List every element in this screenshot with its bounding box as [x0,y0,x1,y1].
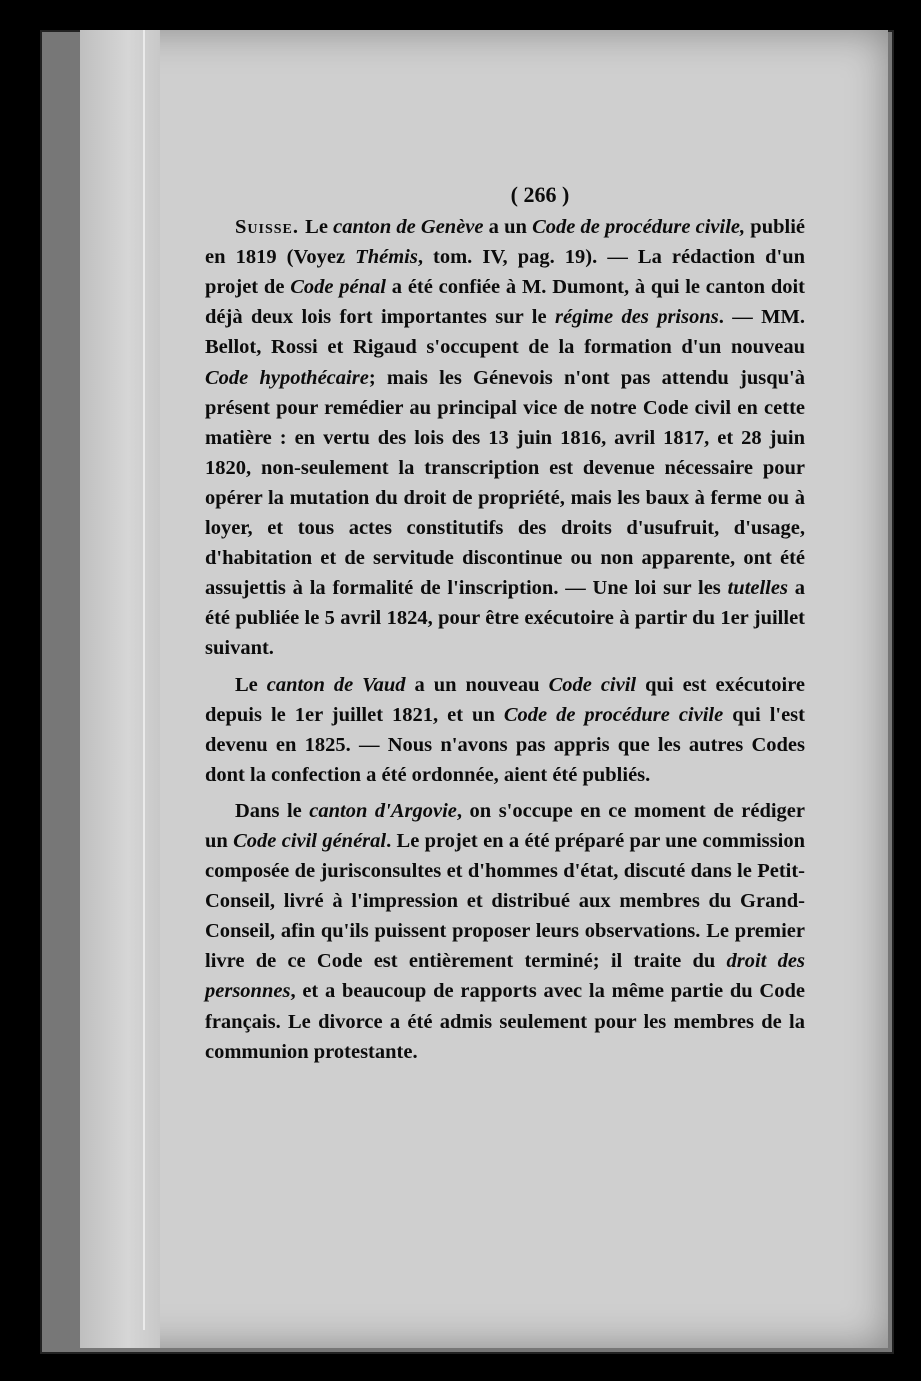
text-run: . Le projet en a été préparé par une commission composée de jurisconsultes et d'hommes d'état, discuté dans le Petit-Conseil, livré à l'impression et distribué aux membres du Grand-Conseil, afin qu'ils puissent proposer leurs observations. Le premier livre de ce Code est entièrement terminé; il traite du [205,829,805,973]
italic-run: canton d'Argovie [309,799,457,822]
text-run: Le [235,673,267,696]
italic-run: Code civil général [233,829,387,852]
italic-run: Code hypothécaire [205,366,369,389]
paragraph [205,670,805,790]
text-run: qui l'est devenu en 1825. — Nous n'avons pas appris que les autres Codes dont la confection a été ordonnée, aient été publiés. [205,703,805,786]
page-text [205,180,805,1073]
text-run: Le [305,216,334,239]
italic-run: régime des prisons [555,306,719,329]
page-margin-strip [80,30,160,1348]
italic-run: droit des personnes [205,950,805,1003]
italic-run: tutelles [727,577,788,600]
text-run: publié en 1819 (Voyez [205,216,805,269]
paragraph [205,796,805,1067]
italic-run: Thémis [355,246,418,269]
italic-run: canton de Genève [333,216,484,239]
text-run: , tom. IV, pag. 19). — La rédaction d'un projet de [205,246,805,299]
text-run: a été confiée à M. Dumont, à qui le canton doit déjà deux lois fort importantes sur le [205,276,805,329]
text-run: . — MM. Bellot, Rossi et Rigaud s'occupent de la formation d'un nouveau [205,306,805,359]
text-run: a un nouveau [405,673,549,696]
text-run: , on s'occupe en ce moment de rédiger un [205,799,806,852]
text-run: , et a beaucoup de rapports avec la même partie du Code français. Le divorce a été admis seulement pour les membres de la communion protestante. [205,980,805,1063]
text-run: qui est exécutoire depuis le 1er juillet 1821, et un [205,673,806,726]
text-run: Dans le [235,799,310,822]
small-caps-run: Suisse. [235,216,306,239]
text-run: a été publiée le 5 avril 1824, pour être exécutoire à partir du 1er juillet suivant. [205,577,806,660]
italic-run: Code de procédure civile, [532,216,746,239]
page-number: ( 266 ) [510,182,570,207]
italic-run: Code pénal [290,276,386,299]
italic-run: Code de procédure civile [503,703,724,726]
italic-run: canton de Vaud [266,673,406,696]
paragraph [205,212,805,663]
text-run: a un [483,216,533,239]
text-run: ; mais les Génevois n'ont pas attendu jusqu'à présent pour remédier au principal vice de notre Code civil en cette matière : en vertu des lois des 13 juin 1816, avril 1817, et 28 juin 1820, non-seulement la transcription est devenue nécessaire pour opérer la mutation du droit de propriété, mais les baux à ferme ou à loyer, et tous actes constitutifs des droits d'usufruit, d'usage, d'habitation et de servitude discontinue ou non apparente, ont été assujettis à la formalité de l'inscription. — Une loi sur les [205,366,805,600]
page-fold-line [143,30,145,1330]
italic-run: Code civil [548,673,637,696]
